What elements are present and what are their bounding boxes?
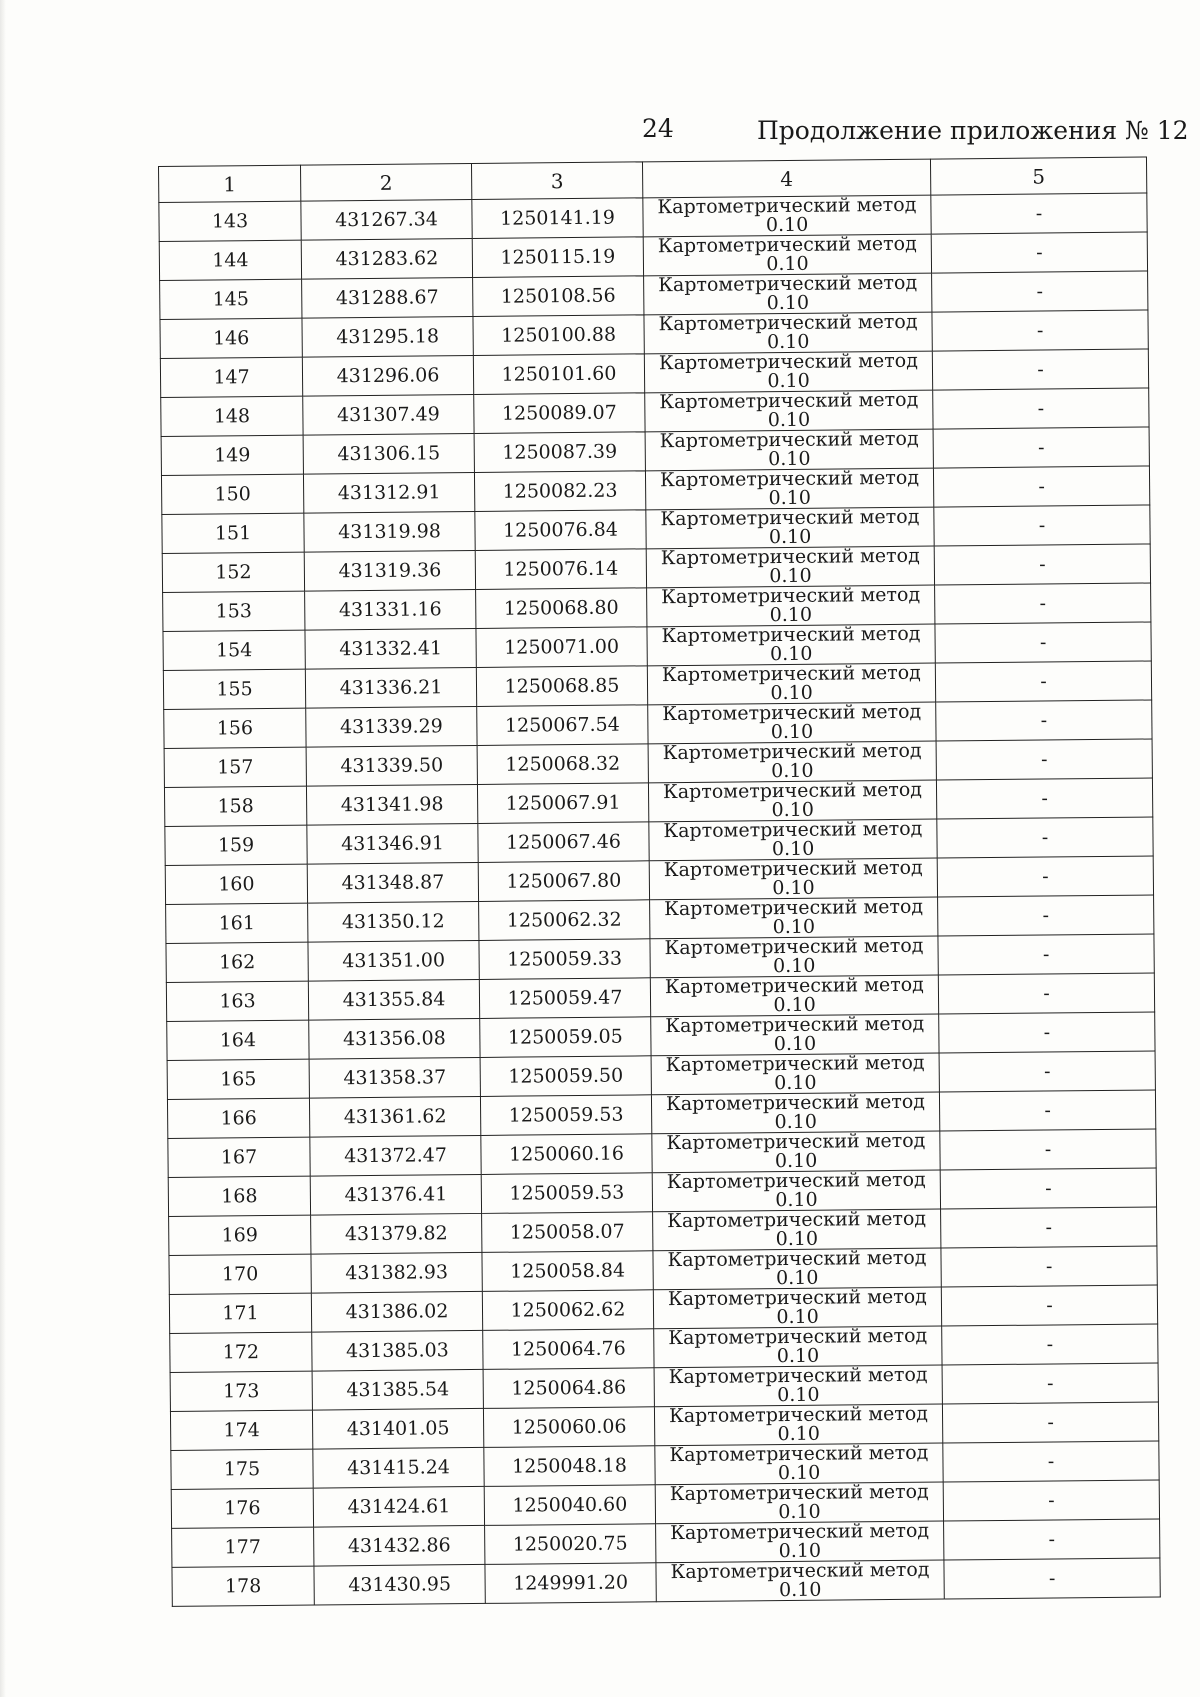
- point-number-cell: 167: [168, 1137, 310, 1177]
- point-number-cell: 178: [172, 1566, 314, 1606]
- method-cell: Картометрический метод 0.10: [653, 1287, 941, 1329]
- point-number-cell: 162: [166, 942, 308, 982]
- method-cell: Картометрический метод 0.10: [651, 1014, 939, 1056]
- y-coordinate-cell: 1250068.80: [476, 588, 647, 629]
- point-number-cell: 171: [169, 1293, 311, 1333]
- note-cell: -: [933, 466, 1149, 507]
- point-number-cell: 175: [171, 1449, 313, 1489]
- method-cell: Картометрический метод 0.10: [650, 975, 938, 1017]
- x-coordinate-cell: 431424.61: [313, 1486, 484, 1527]
- x-coordinate-cell: 431430.95: [314, 1564, 485, 1605]
- point-number-cell: 174: [170, 1410, 312, 1450]
- note-cell: -: [936, 739, 1152, 780]
- method-cell: Картометрический метод 0.10: [648, 780, 936, 822]
- point-number-cell: 147: [160, 357, 302, 397]
- point-number-cell: 159: [165, 825, 307, 865]
- point-number-cell: 170: [169, 1254, 311, 1294]
- y-coordinate-cell: 1250060.16: [481, 1134, 652, 1175]
- x-coordinate-cell: 431432.86: [314, 1525, 485, 1566]
- x-coordinate-cell: 431283.62: [301, 238, 472, 279]
- y-coordinate-cell: 1250071.00: [476, 627, 647, 668]
- y-coordinate-cell: 1250048.18: [484, 1446, 655, 1487]
- note-cell: -: [938, 973, 1154, 1014]
- table-row: [172, 1558, 1160, 1606]
- point-number-cell: 151: [162, 513, 304, 553]
- method-cell: Картометрический метод 0.10: [650, 897, 938, 939]
- y-coordinate-cell: 1250059.47: [479, 978, 650, 1019]
- method-cell: Картометрический метод 0.10: [652, 1170, 940, 1212]
- x-coordinate-cell: 431351.00: [308, 940, 479, 981]
- point-number-cell: 164: [167, 1020, 309, 1060]
- point-number-cell: 172: [170, 1332, 312, 1372]
- note-cell: -: [937, 856, 1153, 897]
- x-coordinate-cell: 431361.62: [309, 1096, 480, 1137]
- note-cell: -: [935, 583, 1151, 624]
- x-coordinate-cell: 431348.87: [307, 862, 478, 903]
- point-number-cell: 156: [164, 708, 306, 748]
- note-cell: -: [932, 349, 1148, 390]
- column-header: 2: [300, 163, 471, 201]
- x-coordinate-cell: 431358.37: [309, 1057, 480, 1098]
- method-cell: Картометрический метод 0.10: [655, 1443, 943, 1485]
- method-cell: Картометрический метод 0.10: [656, 1521, 944, 1563]
- note-cell: -: [936, 778, 1152, 819]
- y-coordinate-cell: 1250067.46: [478, 822, 649, 863]
- y-coordinate-cell: 1250020.75: [485, 1524, 656, 1565]
- x-coordinate-cell: 431356.08: [309, 1018, 480, 1059]
- note-cell: -: [942, 1402, 1158, 1443]
- y-coordinate-cell: 1250068.32: [477, 744, 648, 785]
- note-cell: -: [931, 193, 1147, 234]
- method-cell: Картометрический метод 0.10: [644, 312, 932, 354]
- note-cell: -: [938, 895, 1154, 936]
- point-number-cell: 165: [167, 1059, 309, 1099]
- point-number-cell: 152: [162, 552, 304, 592]
- x-coordinate-cell: 431376.41: [310, 1174, 481, 1215]
- method-cell: Картометрический метод 0.10: [651, 1092, 939, 1134]
- note-cell: -: [943, 1441, 1159, 1482]
- point-number-cell: 150: [161, 474, 303, 514]
- y-coordinate-cell: 1250100.88: [473, 315, 644, 356]
- y-coordinate-cell: 1250064.86: [483, 1368, 654, 1409]
- x-coordinate-cell: 431296.06: [302, 355, 473, 396]
- point-number-cell: 158: [164, 786, 306, 826]
- x-coordinate-cell: 431401.05: [312, 1408, 483, 1449]
- method-cell: Картометрический метод 0.10: [649, 858, 937, 900]
- method-cell: Картометрический метод 0.10: [649, 819, 937, 861]
- y-coordinate-cell: 1250067.80: [478, 861, 649, 902]
- note-cell: -: [940, 1129, 1156, 1170]
- x-coordinate-cell: 431386.02: [311, 1291, 482, 1332]
- x-coordinate-cell: 431307.49: [303, 394, 474, 435]
- method-cell: Картометрический метод 0.10: [656, 1560, 944, 1602]
- x-coordinate-cell: 431267.34: [301, 199, 472, 240]
- note-cell: -: [941, 1207, 1157, 1248]
- point-number-cell: 177: [172, 1527, 314, 1567]
- point-number-cell: 163: [166, 981, 308, 1021]
- point-number-cell: 148: [161, 396, 303, 436]
- table-body: [159, 193, 1160, 1606]
- x-coordinate-cell: 431385.03: [312, 1330, 483, 1371]
- y-coordinate-cell: 1250062.32: [479, 900, 650, 941]
- point-number-cell: 166: [167, 1098, 309, 1138]
- note-cell: -: [936, 700, 1152, 741]
- point-number-cell: 153: [163, 591, 305, 631]
- method-cell: Картометрический метод 0.10: [647, 585, 935, 627]
- note-cell: -: [939, 1090, 1155, 1131]
- note-cell: -: [944, 1558, 1160, 1599]
- x-coordinate-cell: 431355.84: [308, 979, 479, 1020]
- method-cell: Картометрический метод 0.10: [654, 1404, 942, 1446]
- x-coordinate-cell: 431346.91: [307, 823, 478, 864]
- y-coordinate-cell: 1250068.85: [476, 666, 647, 707]
- note-cell: -: [937, 817, 1153, 858]
- y-coordinate-cell: 1250062.62: [482, 1290, 653, 1331]
- x-coordinate-cell: 431319.36: [304, 550, 475, 591]
- method-cell: Картометрический метод 0.10: [654, 1365, 942, 1407]
- y-coordinate-cell: 1250141.19: [472, 198, 643, 239]
- method-cell: Картометрический метод 0.10: [653, 1248, 941, 1290]
- x-coordinate-cell: 431295.18: [302, 316, 473, 357]
- x-coordinate-cell: 431306.15: [303, 433, 474, 474]
- x-coordinate-cell: 431382.93: [311, 1252, 482, 1293]
- x-coordinate-cell: 431319.98: [304, 511, 475, 552]
- x-coordinate-cell: 431350.12: [308, 901, 479, 942]
- continuation-title: Продолжение приложения № 12: [757, 116, 1189, 145]
- y-coordinate-cell: 1250101.60: [473, 354, 644, 395]
- method-cell: Картометрический метод 0.10: [645, 390, 933, 432]
- y-coordinate-cell: 1250059.53: [481, 1173, 652, 1214]
- x-coordinate-cell: 431385.54: [312, 1369, 483, 1410]
- y-coordinate-cell: 1250058.07: [482, 1212, 653, 1253]
- column-header: 1: [159, 165, 301, 202]
- y-coordinate-cell: 1250059.05: [480, 1017, 651, 1058]
- note-cell: -: [933, 388, 1149, 429]
- y-coordinate-cell: 1250058.84: [482, 1251, 653, 1292]
- x-coordinate-cell: 431332.41: [305, 628, 476, 669]
- point-number-cell: 144: [159, 240, 301, 280]
- note-cell: -: [941, 1285, 1157, 1326]
- note-cell: -: [944, 1519, 1160, 1560]
- y-coordinate-cell: 1249991.20: [485, 1563, 656, 1604]
- y-coordinate-cell: 1250040.60: [484, 1485, 655, 1526]
- y-coordinate-cell: 1250067.54: [477, 705, 648, 746]
- point-number-cell: 169: [169, 1215, 311, 1255]
- y-coordinate-cell: 1250059.50: [480, 1056, 651, 1097]
- y-coordinate-cell: 1250082.23: [474, 471, 645, 512]
- point-number-cell: 168: [168, 1176, 310, 1216]
- x-coordinate-cell: 431331.16: [305, 589, 476, 630]
- y-coordinate-cell: 1250059.53: [480, 1095, 651, 1136]
- y-coordinate-cell: 1250089.07: [474, 393, 645, 434]
- note-cell: -: [931, 232, 1147, 273]
- note-cell: -: [942, 1324, 1158, 1365]
- note-cell: -: [935, 661, 1151, 702]
- method-cell: Картометрический метод 0.10: [655, 1482, 943, 1524]
- y-coordinate-cell: 1250076.84: [475, 510, 646, 551]
- x-coordinate-cell: 431339.29: [306, 706, 477, 747]
- method-cell: Картометрический метод 0.10: [643, 195, 931, 237]
- method-cell: Картометрический метод 0.10: [653, 1209, 941, 1251]
- x-coordinate-cell: 431336.21: [305, 667, 476, 708]
- point-number-cell: 155: [163, 669, 305, 709]
- scan-edge: [0, 0, 6, 1697]
- point-number-cell: 146: [160, 318, 302, 358]
- point-number-cell: 149: [161, 435, 303, 475]
- method-cell: Картометрический метод 0.10: [643, 234, 931, 276]
- point-number-cell: 173: [170, 1371, 312, 1411]
- method-cell: Картометрический метод 0.10: [647, 624, 935, 666]
- point-number-cell: 160: [165, 864, 307, 904]
- method-cell: Картометрический метод 0.10: [645, 429, 933, 471]
- method-cell: Картометрический метод 0.10: [652, 1131, 940, 1173]
- x-coordinate-cell: 431312.91: [303, 472, 474, 513]
- method-cell: Картометрический метод 0.10: [646, 546, 934, 588]
- page-header: [0, 114, 1200, 154]
- method-cell: Картометрический метод 0.10: [645, 468, 933, 510]
- method-cell: Картометрический метод 0.10: [648, 741, 936, 783]
- x-coordinate-cell: 431339.50: [306, 745, 477, 786]
- coordinates-table: [158, 157, 1161, 1607]
- column-header: 5: [930, 157, 1146, 195]
- method-cell: Картометрический метод 0.10: [654, 1326, 942, 1368]
- note-cell: -: [940, 1168, 1156, 1209]
- point-number-cell: 145: [160, 279, 302, 319]
- method-cell: Картометрический метод 0.10: [650, 936, 938, 978]
- note-cell: -: [933, 427, 1149, 468]
- note-cell: -: [934, 544, 1150, 585]
- y-coordinate-cell: 1250108.56: [473, 276, 644, 317]
- x-coordinate-cell: 431415.24: [313, 1447, 484, 1488]
- x-coordinate-cell: 431372.47: [310, 1135, 481, 1176]
- column-header: 3: [471, 162, 642, 200]
- method-cell: Картометрический метод 0.10: [648, 702, 936, 744]
- column-header: 4: [642, 159, 930, 198]
- note-cell: -: [935, 622, 1151, 663]
- note-cell: -: [932, 271, 1148, 312]
- note-cell: -: [943, 1480, 1159, 1521]
- method-cell: Картометрический метод 0.10: [644, 351, 932, 393]
- point-number-cell: 154: [163, 630, 305, 670]
- point-number-cell: 157: [164, 747, 306, 787]
- point-number-cell: 143: [159, 201, 301, 241]
- point-number-cell: 176: [171, 1488, 313, 1528]
- point-number-cell: 161: [166, 903, 308, 943]
- method-cell: Картометрический метод 0.10: [647, 663, 935, 705]
- y-coordinate-cell: 1250059.33: [479, 939, 650, 980]
- note-cell: -: [942, 1363, 1158, 1404]
- y-coordinate-cell: 1250115.19: [472, 237, 643, 278]
- method-cell: Картометрический метод 0.10: [646, 507, 934, 549]
- coordinates-table-wrapper: [158, 157, 1160, 1607]
- note-cell: -: [939, 1012, 1155, 1053]
- y-coordinate-cell: 1250067.91: [477, 783, 648, 824]
- note-cell: -: [939, 1051, 1155, 1092]
- note-cell: -: [938, 934, 1154, 975]
- note-cell: -: [934, 505, 1150, 546]
- x-coordinate-cell: 431288.67: [302, 277, 473, 318]
- y-coordinate-cell: 1250064.76: [483, 1329, 654, 1370]
- method-cell: Картометрический метод 0.10: [651, 1053, 939, 1095]
- note-cell: -: [932, 310, 1148, 351]
- note-cell: -: [941, 1246, 1157, 1287]
- x-coordinate-cell: 431341.98: [306, 784, 477, 825]
- y-coordinate-cell: 1250076.14: [475, 549, 646, 590]
- y-coordinate-cell: 1250060.06: [483, 1407, 654, 1448]
- method-cell: Картометрический метод 0.10: [644, 273, 932, 315]
- y-coordinate-cell: 1250087.39: [474, 432, 645, 473]
- x-coordinate-cell: 431379.82: [311, 1213, 482, 1254]
- page-number: 24: [642, 114, 674, 143]
